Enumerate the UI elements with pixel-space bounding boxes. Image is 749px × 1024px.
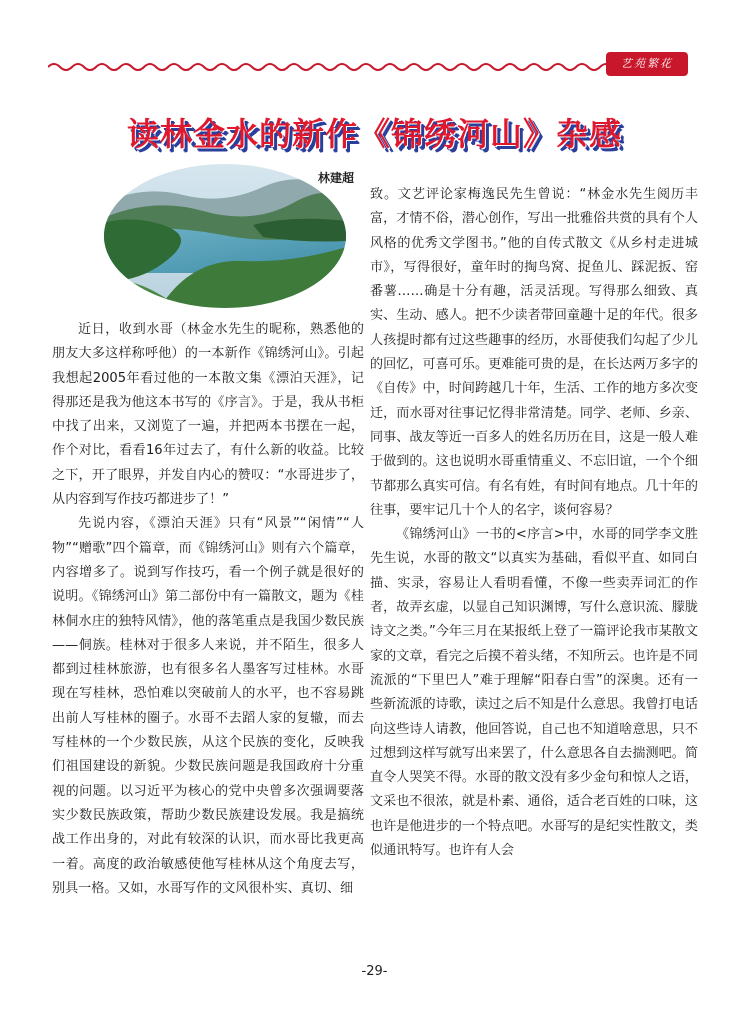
author-name: 林建超	[318, 171, 355, 185]
paragraph: 致。文艺评论家梅逸民先生曾说：“林金水先生阅历丰富，才情不俗，潜心创作，写出一批雅俗共赏的具有个人风格的优秀文学图书。”他的自传式散文《从乡村走进城市》，写得很好，童年时的掏鸟窝、捉鱼儿、踩泥扳、窑番薯……确是十分有趣，活灵活现。写得那么细致、真实、生动、感人。把不少读者带回童趣十足的年代。很多人孩提时都有过这些趣事的经历，水哥使我们勾起了少儿的回忆，可喜可乐。更难能可贵的是，在长达两万多字的《自传》中，时间跨越几十年，生活、工作的地方多次变迁，而水哥对往事记忆得非常清楚。同学、老师、乡亲、同事、战友等近一百多人的姓名历历在目，这是一般人难于做到的。这也说明水哥重情重义、不忘旧谊，一个个细节都那么真实可信。有名有姓，有时间有地点。几十年的往事，要牢记几十个人的名字，谈何容易？	[370, 187, 698, 518]
paragraph: 《锦绣河山》一书的<序言>中，水哥的同学李文胜先生说，水哥的散文“以真实为基础，看似平直、如同白描、实录，容易让人看明看懂，不像一些卖弄词汇的作者，故弄玄虚，以显自己知识渊博，写什么意识流、朦胧诗文之类。”今年三月在某报纸上登了一篇评论我市某散文家的文章，看完之后摸不着头绪，不知所云。也许是不同流派的“下里巴人”难于理解“阳春白雪”的深奥。还有一些新流派的诗歌，读过之后不知是什么意思。我曾打电话向这些诗人请教，他回答说，自己也不知道啥意思，只不过想到这样写就写出来罢了，什么意思各自去揣测吧。简直令人哭笑不得。水哥的散文没有多少金句和惊人之语，文采也不很浓，就是朴素、通俗，适合老百姓的口味，这也许是他进步的一个特点吧。水哥写的是纪实性散文，类似通讯特写。也许有人会	[370, 527, 698, 859]
paragraph: 先说内容，《漂泊天涯》只有“风景”“闲情”“人物”“赠歌”四个篇章，而《锦绣河山》则有六个篇章，内容增多了。说到写作技巧，看一个例子就是很好的说明。《锦绣河山》第二部份中有一篇散文，题为《桂林侗水庄的独特风情》，他的落笔重点是我国少数民族——侗族。桂林对于很多人来说，并不陌生，很多人都到过桂林旅游，也有很多名人墨客写过桂林。水哥现在写桂林，恐怕难以突破前人的水平，也不容易跳出前人写桂林的圈子。水哥不去蹈人家的复辙，而去写桂林的一个少数民族，从这个民族的变化，反映我们祖国建设的新貌。少数民族问题是我国政府十分重视的问题。以习近平为核心的党中央曾多次强调要落实少数民族政策，帮助少数民族建设发展。我是搞统战工作出身的，对此有较深的认识，而水哥比我更高一着。高度的政治敏感使他写桂林从这个角度去写，别具一格。又如，水哥写作的文风很朴实、真切、细	[52, 516, 364, 896]
page-number: -29-	[361, 964, 388, 979]
right-column	[370, 183, 698, 1015]
decorative-wavy-rule	[48, 60, 623, 74]
article-title: 读林金水的新作《锦绣河山》杂感	[126, 115, 622, 153]
landscape-photo	[103, 163, 347, 309]
paragraph: 近日，收到水哥（林金水先生的昵称，熟悉他的朋友大多这样称呼他）的一本新作《锦绣河山》。引起我想起2005年看过他的一本散文集《漂泊天涯》，记得那还是我为他这本书写的《序言》。于是，我从书柜中找了出来，又浏览了一遍，并把两本书摆在一起，作个对比，看看16年过去了，有什么新的收益。比较之下，开了眼界，并发自内心的赞叹：“水哥进步了，从内容到写作技巧都进步了！”	[52, 322, 364, 508]
left-column	[52, 318, 364, 948]
section-badge: 艺苑繁花	[606, 52, 688, 76]
